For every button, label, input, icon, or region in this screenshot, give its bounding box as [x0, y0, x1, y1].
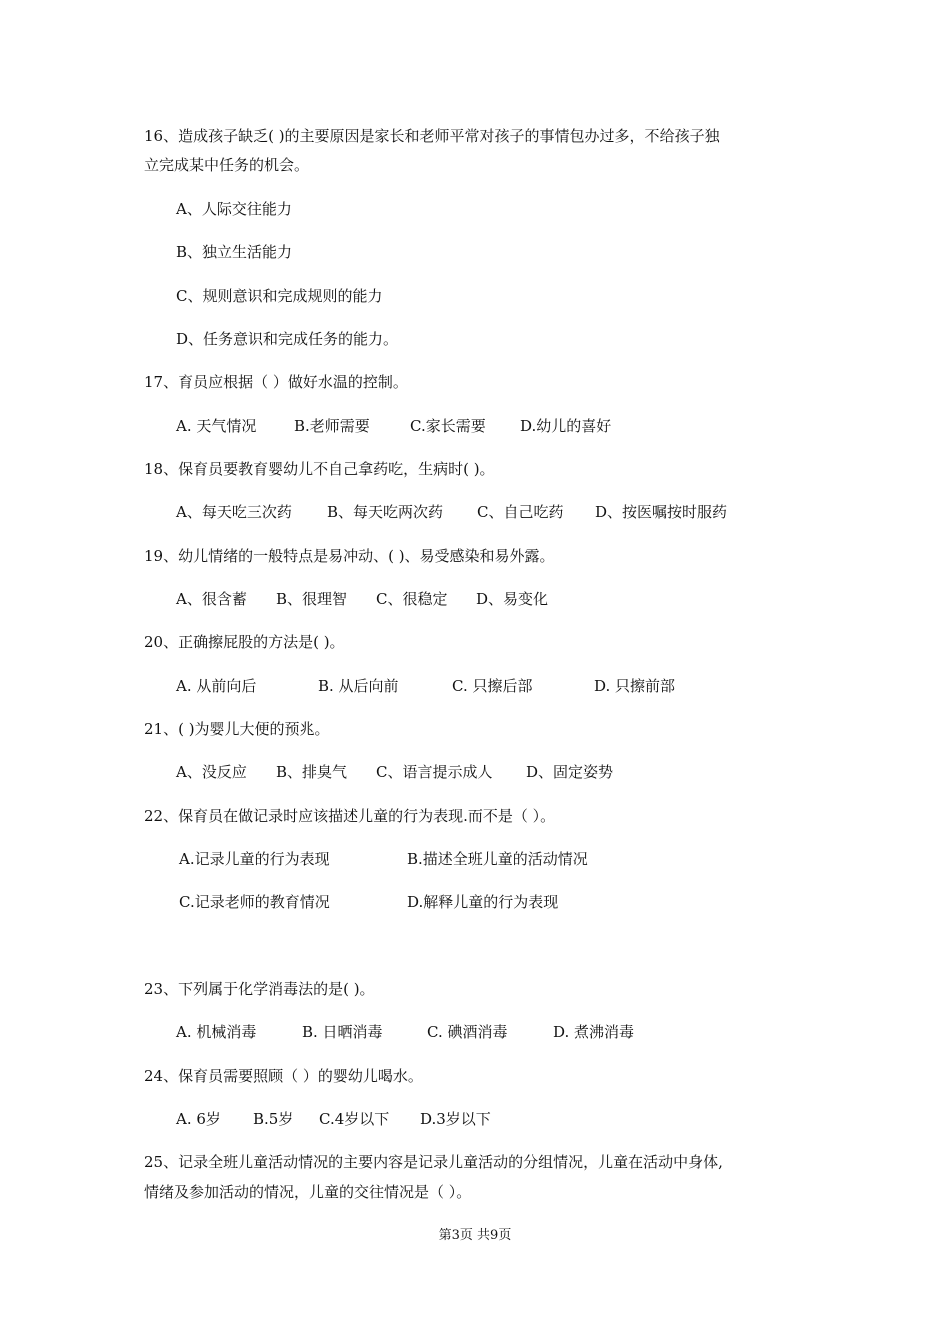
- question-16-option-c: C、规则意识和完成规则的能力: [176, 287, 383, 305]
- question-19-stem: 19、幼儿情绪的一般特点是易冲动、( )、易受感染和易外露。: [144, 547, 555, 565]
- question-20-option-d: D. 只擦前部: [594, 677, 676, 695]
- question-16-option-a: A、人际交往能力: [176, 200, 292, 218]
- question-18-stem: 18、保育员要教育婴幼儿不自己拿药吃，生病时( )。: [144, 460, 495, 478]
- question-24-option-b: B.5岁: [253, 1110, 294, 1128]
- question-16-option-b: B、独立生活能力: [176, 243, 293, 261]
- question-16-line-2: 立完成某中任务的机会。: [144, 156, 310, 174]
- question-18-option-a: A、每天吃三次药: [176, 503, 292, 521]
- question-22-option-d: D.解释儿童的行为表现: [407, 893, 559, 911]
- question-21-option-b: B、排臭气: [276, 763, 348, 781]
- question-20-option-a: A. 从前向后: [176, 677, 257, 695]
- question-21-stem: 21、( )为婴儿大便的预兆。: [144, 720, 330, 738]
- question-23-option-a: A. 机械消毒: [176, 1023, 257, 1041]
- question-19-option-c: C、很稳定: [376, 590, 448, 608]
- question-23-option-d: D. 煮沸消毒: [553, 1023, 635, 1041]
- question-20-stem: 20、正确擦屁股的方法是( )。: [144, 633, 345, 651]
- question-24-option-a: A. 6岁: [176, 1110, 221, 1128]
- question-17-option-c: C.家长需要: [410, 417, 486, 435]
- question-17-option-d: D.幼儿的喜好: [520, 417, 612, 435]
- page-number-footer: 第3页 共9页: [438, 1228, 512, 1243]
- question-18-option-b: B、每天吃两次药: [327, 503, 444, 521]
- question-25-line-1: 25、记录全班儿童活动情况的主要内容是记录儿童活动的分组情况，儿童在活动中身体,: [144, 1153, 723, 1171]
- question-23-option-b: B. 日晒消毒: [302, 1023, 383, 1041]
- question-18-option-d: D、按医嘱按时服药: [595, 503, 728, 521]
- question-22-option-a: A.记录儿童的行为表现: [179, 850, 330, 868]
- question-17-option-a: A. 天气情况: [176, 417, 257, 435]
- question-25-line-2: 情绪及参加活动的情况，儿童的交往情况是（ ）。: [144, 1183, 472, 1201]
- question-21-option-c: C、语言提示成人: [376, 763, 493, 781]
- question-20-option-c: C. 只擦后部: [452, 677, 533, 695]
- question-17-stem: 17、育员应根据（ ）做好水温的控制。: [144, 373, 408, 391]
- question-18-option-c: C、自己吃药: [477, 503, 564, 521]
- question-24-option-c: C.4岁以下: [319, 1110, 390, 1128]
- question-17-option-b: B.老师需要: [294, 417, 370, 435]
- question-21-option-a: A、没反应: [176, 763, 247, 781]
- question-19-option-d: D、易变化: [476, 590, 549, 608]
- question-22-option-b: B.描述全班儿童的活动情况: [407, 850, 588, 868]
- question-22-option-c: C.记录老师的教育情况: [179, 893, 330, 911]
- question-24-option-d: D.3岁以下: [420, 1110, 491, 1128]
- question-23-option-c: C. 碘酒消毒: [427, 1023, 508, 1041]
- question-20-option-b: B. 从后向前: [318, 677, 399, 695]
- question-22-stem: 22、保育员在做记录时应该描述儿童的行为表现.而不是（ ）。: [144, 807, 556, 825]
- question-16-line-1: 16、造成孩子缺乏( )的主要原因是家长和老师平常对孩子的事情包办过多，不给孩子独: [144, 127, 720, 145]
- question-24-stem: 24、保育员需要照顾（ ）的婴幼儿喝水。: [144, 1067, 423, 1085]
- question-16-option-d: D、任务意识和完成任务的能力。: [176, 330, 399, 348]
- question-19-option-a: A、很含蓄: [176, 590, 247, 608]
- question-19-option-b: B、很理智: [276, 590, 348, 608]
- question-21-option-d: D、固定姿势: [526, 763, 614, 781]
- question-23-stem: 23、下列属于化学消毒法的是( )。: [144, 980, 375, 998]
